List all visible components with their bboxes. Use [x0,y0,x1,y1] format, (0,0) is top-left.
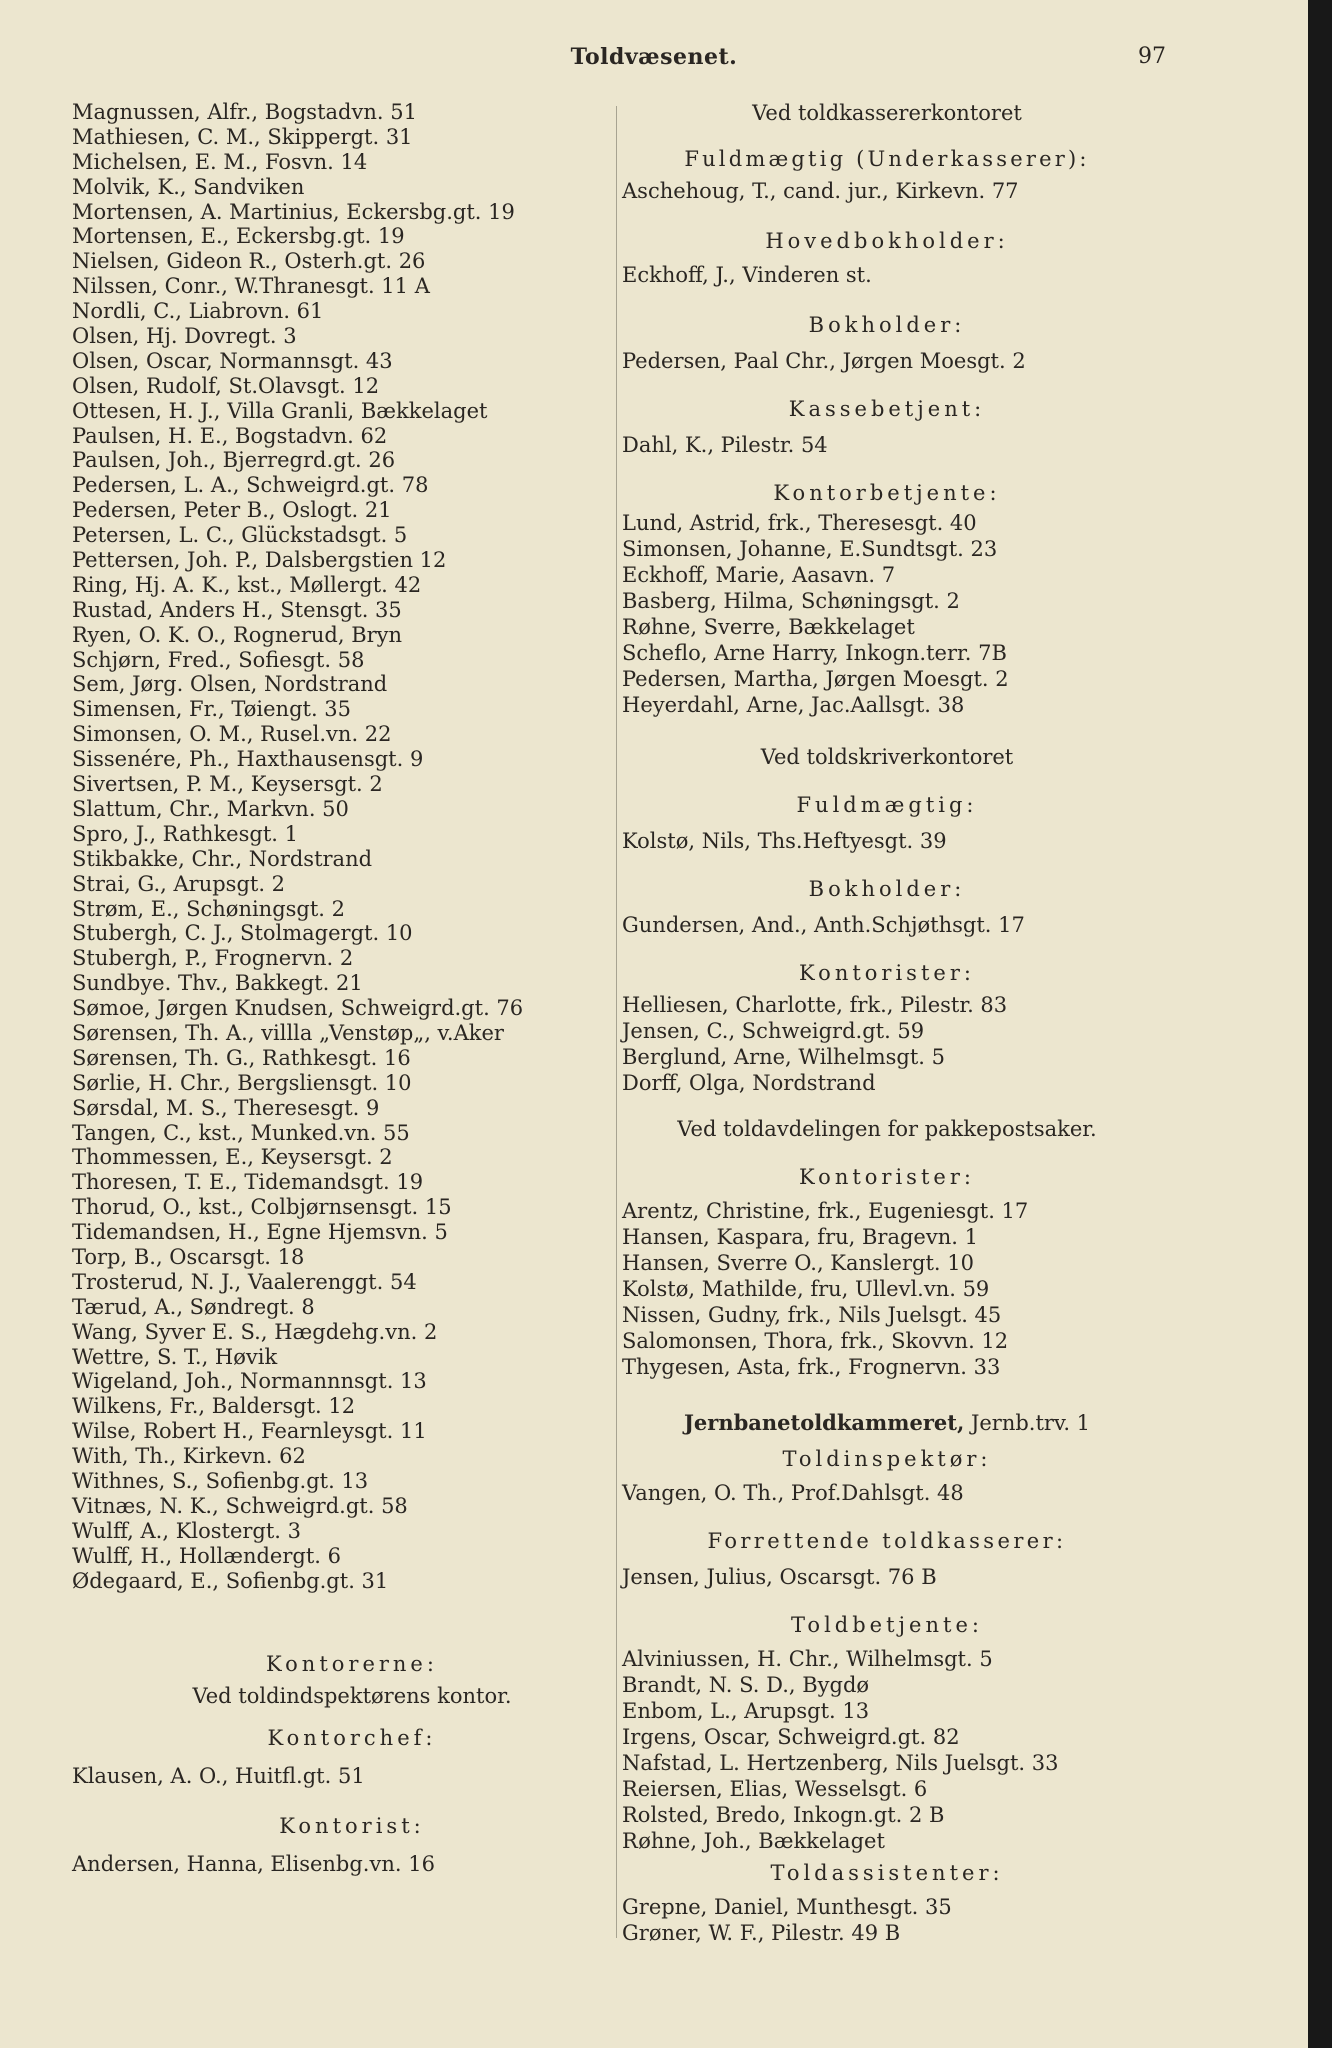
pakke-kontorist-entry: Thygesen, Asta, frk., Frognervn. 33 [622,1355,1001,1379]
jernbane-address: Jernb.trv. 1 [970,1411,1091,1435]
toldassistenter-heading: Toldassistenter: [770,1861,1004,1885]
kontorchef-entry: Klausen, A. O., Huitfl.gt. 51 [72,1764,365,1789]
toldassistent-entry: Grepne, Daniel, Munthesgt. 35 [622,1895,952,1919]
directory-entry: Wigeland, Joh., Normannnsgt. 13 [72,1369,427,1394]
directory-entry: Molvik, K., Sandviken [72,174,305,199]
fuldmaegtig-entry: Aschehoug, T., cand. jur., Kirkevn. 77 [622,179,1019,203]
toldbetjent-entry: Nafstad, L. Hertzenberg, Nils Juelsgt. 33 [622,1751,1059,1775]
skriver-bokholder-entry: Gundersen, And., Anth.Schjøthsgt. 17 [622,913,1025,937]
jernbane-heading [622,1410,1152,1436]
toldbetjente-heading: Toldbetjente: [791,1613,983,1637]
toldbetjent-entry: Rolsted, Bredo, Inkogn.gt. 2 B [622,1803,945,1827]
directory-entry: Strai, G., Arupsgt. 2 [72,871,286,896]
kontorbetjent-entry: Pedersen, Martha, Jørgen Moesgt. 2 [622,667,1009,691]
pakke-kontorist-entry: Hansen, Sverre O., Kanslergt. 10 [622,1251,974,1275]
directory-entry: Tangen, C., kst., Munked.vn. 55 [72,1120,410,1145]
kasserer-subheading: Ved toldkassererkontoret [752,101,1022,125]
skriver-kontorist-entry: Jensen, C., Schweigrd.gt. 59 [622,1019,925,1043]
directory-entry: Wang, Syver E. S., Hægdehg.vn. 2 [72,1319,438,1344]
kassebetjent-heading: Kassebetjent: [788,397,986,421]
kontorerne-subheading: Ved toldindspektørens kontor. [192,1684,512,1709]
directory-entry: Wettre, S. T., Høvik [72,1344,278,1369]
kassebetjent-entry: Dahl, K., Pilestr. 54 [622,433,828,457]
directory-entry: Paulsen, H. E., Bogstadvn. 62 [72,423,388,448]
toldbetjent-entry: Enbom, L., Arupsgt. 13 [622,1699,870,1723]
directory-entry: Slattum, Chr., Markvn. 50 [72,796,349,821]
directory-entry: Mortensen, A. Martinius, Eckersbg.gt. 19 [72,199,515,224]
directory-entry: Wulff, H., Hollændergt. 6 [72,1543,341,1568]
pakke-kontorist-entry: Hansen, Kaspara, fru, Bragevn. 1 [622,1225,978,1249]
directory-entry: Sømoe, Jørgen Knudsen, Schweigrd.gt. 76 [72,996,524,1021]
pakke-kontorister-list [622,1198,1152,1380]
kontorist-entry: Andersen, Hanna, Elisenbg.vn. 16 [72,1852,435,1877]
directory-entry: Sissenére, Ph., Haxthausensgt. 9 [72,747,424,772]
jernbane-title: Jernbanetoldkammeret, [683,1410,965,1435]
directory-entry: Olsen, Hj. Dovregt. 3 [72,324,297,349]
directory-entry: Ryen, O. K. O., Rognerud, Bryn [72,622,403,647]
toldassistenter-list [622,1894,1152,1946]
toldassistent-entry: Grøner, W. F., Pilestr. 49 B [622,1921,901,1945]
right-column [622,100,1152,1946]
page-title: Toldvæsenet. [570,44,738,70]
directory-entry: Thorud, O., kst., Colbjørnsensgt. 15 [72,1195,452,1220]
directory-entry: Tidemandsen, H., Egne Hjemsvn. 5 [72,1220,448,1245]
directory-entry: Sørensen, Th. G., Rathkesgt. 16 [72,1045,411,1070]
directory-entry: Withnes, S., Sofienbg.gt. 13 [72,1468,369,1493]
directory-entry: Wilse, Robert H., Fearnleysgt. 11 [72,1419,427,1444]
left-column [72,100,612,1877]
skriver-fuldmaegtig-heading: Fuldmægtig: [796,793,978,817]
directory-entry: Nielsen, Gideon R., Osterh.gt. 26 [72,249,426,274]
directory-entry: Stikbakke, Chr., Nordstrand [72,846,373,871]
directory-entry: Thommessen, E., Keysersgt. 2 [72,1145,393,1170]
kontorbetjent-entry: Simonsen, Johanne, E.Sundtsgt. 23 [622,537,998,561]
left-entry-list [72,100,612,1593]
pakke-kontorist-entry: Salomonsen, Thora, frk., Skovvn. 12 [622,1329,1009,1353]
toldbetjent-entry: Reiersen, Elias, Wesselsgt. 6 [622,1777,928,1801]
directory-entry: Olsen, Rudolf, St.Olavsgt. 12 [72,373,380,398]
skriver-kontorist-entry: Dorff, Olga, Nordstrand [622,1071,876,1095]
directory-entry: Ottesen, H. J., Villa Granli, Bækkelaget [72,398,488,423]
directory-entry: Pedersen, Peter B., Oslogt. 21 [72,498,392,523]
pakke-subheading: Ved toldavdelingen for pakkepostsaker. [677,1117,1097,1141]
toldbetjent-entry: Røhne, Joh., Bækkelaget [622,1829,885,1853]
directory-entry: Mortensen, E., Eckersbg.gt. 19 [72,224,405,249]
directory-entry: Magnussen, Alfr., Bogstadvn. 51 [72,100,417,124]
bokholder-entry: Pedersen, Paal Chr., Jørgen Moesgt. 2 [622,349,1026,373]
forrettende-heading: Forrettende toldkasserer: [707,1529,1067,1553]
directory-entry: Stubergh, P., Frognervn. 2 [72,946,354,971]
page-number: 97 [1138,44,1166,69]
directory-entry: Sivertsen, P. M., Keysersgt. 2 [72,772,383,797]
directory-entry: Torp, B., Oscarsgt. 18 [72,1244,305,1269]
bokholder-heading: Bokholder: [808,313,966,337]
toldbetjent-entry: Brandt, N. S. D., Bygdø [622,1673,870,1697]
kontorbetjent-entry: Lund, Astrid, frk., Theresesgt. 40 [622,511,977,535]
kontorbetjent-entry: Røhne, Sverre, Bækkelaget [622,615,915,639]
pakke-kontorist-entry: Nissen, Gudny, frk., Nils Juelsgt. 45 [622,1303,1002,1327]
kontorbetjente-list [622,510,1152,718]
kontorbetjent-entry: Scheflo, Arne Harry, Inkogn.terr. 7B [622,641,1007,665]
directory-entry: Sem, Jørg. Olsen, Nordstrand [72,672,388,697]
directory-entry: Simensen, Fr., Tøiengt. 35 [72,697,352,722]
skriver-bokholder-heading: Bokholder: [808,877,966,901]
directory-entry: Wilkens, Fr., Baldersgt. 12 [72,1394,356,1419]
directory-entry: Nilssen, Conr., W.Thranesgt. 11 A [72,274,430,299]
pakke-kontorist-entry: Arentz, Christine, frk., Eugeniesgt. 17 [622,1199,1029,1223]
directory-entry: Sundbye. Thv., Bakkegt. 21 [72,971,363,996]
kontorbetjent-entry: Eckhoff, Marie, Aasavn. 7 [622,563,896,587]
pakke-kontorist-entry: Kolstø, Mathilde, fru, Ullevl.vn. 59 [622,1277,990,1301]
directory-entry: Ring, Hj. A. K., kst., Møllergt. 42 [72,572,422,597]
directory-entry: Schjørn, Fred., Sofiesgt. 58 [72,647,365,672]
directory-entry: Sørlie, H. Chr., Bergsliensgt. 10 [72,1070,412,1095]
directory-entry: Strøm, E., Schøningsgt. 2 [72,896,346,921]
kontorbetjent-entry: Heyerdahl, Arne, Jac.Aallsgt. 38 [622,693,965,717]
skriver-subheading: Ved toldskriverkontoret [760,745,1014,769]
toldbetjent-entry: Irgens, Oscar, Schweigrd.gt. 82 [622,1725,960,1749]
skriver-kontorister-list [622,992,1152,1096]
directory-entry: Paulsen, Joh., Bjerregrd.gt. 26 [72,448,396,473]
toldinspektor-entry: Vangen, O. Th., Prof.Dahlsgt. 48 [622,1481,964,1505]
directory-entry: Trosterud, N. J., Vaalerenggt. 54 [72,1269,417,1294]
directory-entry: Simonsen, O. M., Rusel.vn. 22 [72,722,392,747]
hovedbokholder-entry: Eckhoff, J., Vinderen st. [622,263,872,287]
directory-entry: Nordli, C., Liabrovn. 61 [72,299,324,324]
directory-entry: Sørsdal, M. S., Theresesgt. 9 [72,1095,380,1120]
directory-entry: Vitnæs, N. K., Schweigrd.gt. 58 [72,1493,408,1518]
directory-entry: Spro, J., Rathkesgt. 1 [72,821,298,846]
directory-entry: Mathiesen, C. M., Skippergt. 31 [72,124,413,149]
directory-entry: Michelsen, E. M., Fosvn. 14 [72,149,368,174]
directory-entry: Petersen, L. C., Glückstadsgt. 5 [72,523,408,548]
directory-entry: Stubergh, C. J., Stolmagergt. 10 [72,921,413,946]
skriver-kontorist-entry: Berglund, Arne, Wilhelmsgt. 5 [622,1045,946,1069]
fuldmaegtig-heading: Fuldmægtig (Underkasserer): [684,147,1090,171]
kontorbetjente-heading: Kontorbetjente: [773,481,1001,505]
directory-entry: Olsen, Oscar, Normannsgt. 43 [72,348,393,373]
directory-entry: Pedersen, L. A., Schweigrd.gt. 78 [72,473,429,498]
kontorist-heading: Kontorist: [279,1814,425,1839]
kontorerne-heading: Kontorerne: [266,1652,438,1677]
kontorbetjent-entry: Basberg, Hilma, Schøningsgt. 2 [622,589,960,613]
toldinspektor-heading: Toldinspektør: [782,1447,992,1471]
directory-entry: Pettersen, Joh. P., Dalsbergstien 12 [72,548,447,573]
toldbetjent-entry: Alviniussen, H. Chr., Wilhelmsgt. 5 [622,1647,993,1671]
directory-entry: Ødegaard, E., Sofienbg.gt. 31 [72,1568,389,1593]
directory-entry: Thoresen, T. E., Tidemandsgt. 19 [72,1170,424,1195]
toldbetjente-list [622,1646,1152,1854]
directory-entry: Wulff, A., Klostergt. 3 [72,1518,302,1543]
directory-entry: With, Th., Kirkevn. 62 [72,1444,306,1469]
pakke-kontorister-heading: Kontorister: [799,1165,975,1189]
skriver-fuldmaegtig-entry: Kolstø, Nils, Ths.Heftyesgt. 39 [622,829,947,853]
skriver-kontorist-entry: Helliesen, Charlotte, frk., Pilestr. 83 [622,993,1008,1017]
skriver-kontorister-heading: Kontorister: [799,961,975,985]
directory-entry: Rustad, Anders H., Stensgt. 35 [72,597,402,622]
directory-entry: Tærud, A., Søndregt. 8 [72,1294,315,1319]
forrettende-entry: Jensen, Julius, Oscarsgt. 76 B [622,1565,937,1589]
kontorchef-heading: Kontorchef: [267,1726,437,1751]
directory-entry: Sørensen, Th. A., villla „Venstøp„, v.Aker [72,1020,504,1045]
hovedbokholder-heading: Hovedbokholder: [765,229,1009,253]
